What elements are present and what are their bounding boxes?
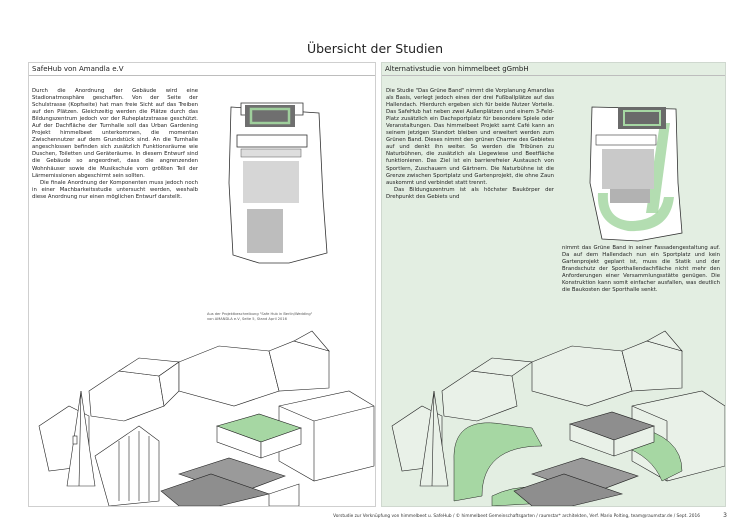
alternative-paragraph-1: Die Studie "Das Grüne Band" nimmt die Vorplanung Amandlas als Basis, verlegt jedoch eines der drei Fußballplätze auf das Hallendach. Hierdurch ergeben sich für beide Nutzer Vorteile. Das SafeHub hat neben zwei Außenplätzen und einem 3-Feld-Platz zusätzlich ein Dachsportplatz für besondere Spiele oder Veranstaltungen. Das himmelbeet Projekt samt Café kann an seinem jetzigen Standort bleiben und erweitert werden zum Grünen Band. Dieses nimmt den grünen Charme des Gebietes auf und denkt ihn weiter. So werden die Tribünen zu Naturbühnen, die zusätzlich als Liegewiese und Beetfläche funktionieren. Das Ziel ist ein barrierefreier Austausch von Sportlern, Zuschauern und Gärtnern. Die Naturbühne ist die Grenze zwischen Sportplatz und Gartenprojekt, die ohne Zaun auskommt und verbindet statt trennt.	[386, 88, 554, 186]
alternative-paragraph-3: nimmt das Grüne Band in seiner Fassadengestaltung auf. Da auf dem Hallendach nun ein Sportplatz und kein Gartenprojekt geplant ist, muss die Statik und der Brandschutz der Sporthallendachfläche nicht mehr den Anforderungen einer Versammlungsstätte genügen. Die Konstruktion kann somit einfacher ausfallen, was deutlich die Baukosten der Sporthalle senkt.	[562, 245, 720, 294]
page-footer: Vorstudie zur Verknüpfung von himmelbeet u. SafeHub / © himmelbeet Gemeinschaftsgarten / raumstar* architekten, Verf. Mario Polting, team@raumstar.de / Sept. 2016	[333, 514, 700, 519]
green-band-site-plan	[578, 93, 688, 243]
page-number: 3	[723, 512, 727, 519]
plan-field-2	[247, 209, 283, 253]
page-title: Übersicht der Studien	[306, 41, 444, 56]
alternative-text-col-2	[562, 245, 720, 294]
safehub-panel	[28, 62, 376, 507]
safehub-paragraph-2: Die finale Anordnung der Komponenten muss jedoch noch in einer Machbarkeitsstudie untersucht werden, weshalb diese Anordnung nur einen möglichen Entwurf darstellt.	[32, 179, 198, 200]
green-band-axonometric-drawing	[382, 296, 725, 506]
plan-field	[602, 149, 654, 189]
caption-line-1: Aus der Projektbeschreibung "Safe Hub in Berlin/Wedding"	[207, 312, 313, 316]
alternative-text-col-1	[386, 88, 554, 201]
plan-building	[237, 135, 307, 147]
safehub-text	[32, 88, 198, 201]
caption-line-2: von AMANDLA e.V, Seite 5, Stand April 2016	[207, 317, 287, 321]
alternative-heading: Alternativstudie von himmelbeet gGmbH	[382, 63, 725, 76]
safehub-axonometric-drawing	[29, 296, 375, 506]
alternative-study-panel	[381, 62, 726, 507]
alternative-paragraph-2: Das Bildungszentrum ist als höchster Baukörper der Drehpunkt des Gebiets und	[386, 186, 554, 200]
safehub-heading: SafeHub von Amandla e.V	[29, 63, 375, 76]
safehub-paragraph-1: Durch die Anordnung der Gebäude wird eine Stadionatmosphäre geschaffen. Von der Seite der Schulstrasse (Kopfseite) hat man freie Sicht auf das Treiben auf den Plätzen. Gleichzeitig werden die Plätze durch das Bildungszentrum jedoch vor der Ruheplatzstrasse geschützt. Auf der Dachfläche der Turnhalle soll das Urban Gardening Projekt himmelbeet unterkommen, die momentan Zwischennutzer auf dem Grundstück sind. An die Turnhalle angeschlossen befinden sich zusätzlich Funktionsräume wie Duschen, Toiletten und Geräteräume. In diesem Entwurf sind die Gebäude so angeordnet, dass die angrenzenden Wohnhäuser sowie die Musikschule vom größten Teil der Lärmemissionen abgeschirmt sein sollten.	[32, 88, 198, 179]
safehub-site-plan	[219, 93, 329, 268]
plan-field-1	[243, 161, 299, 203]
